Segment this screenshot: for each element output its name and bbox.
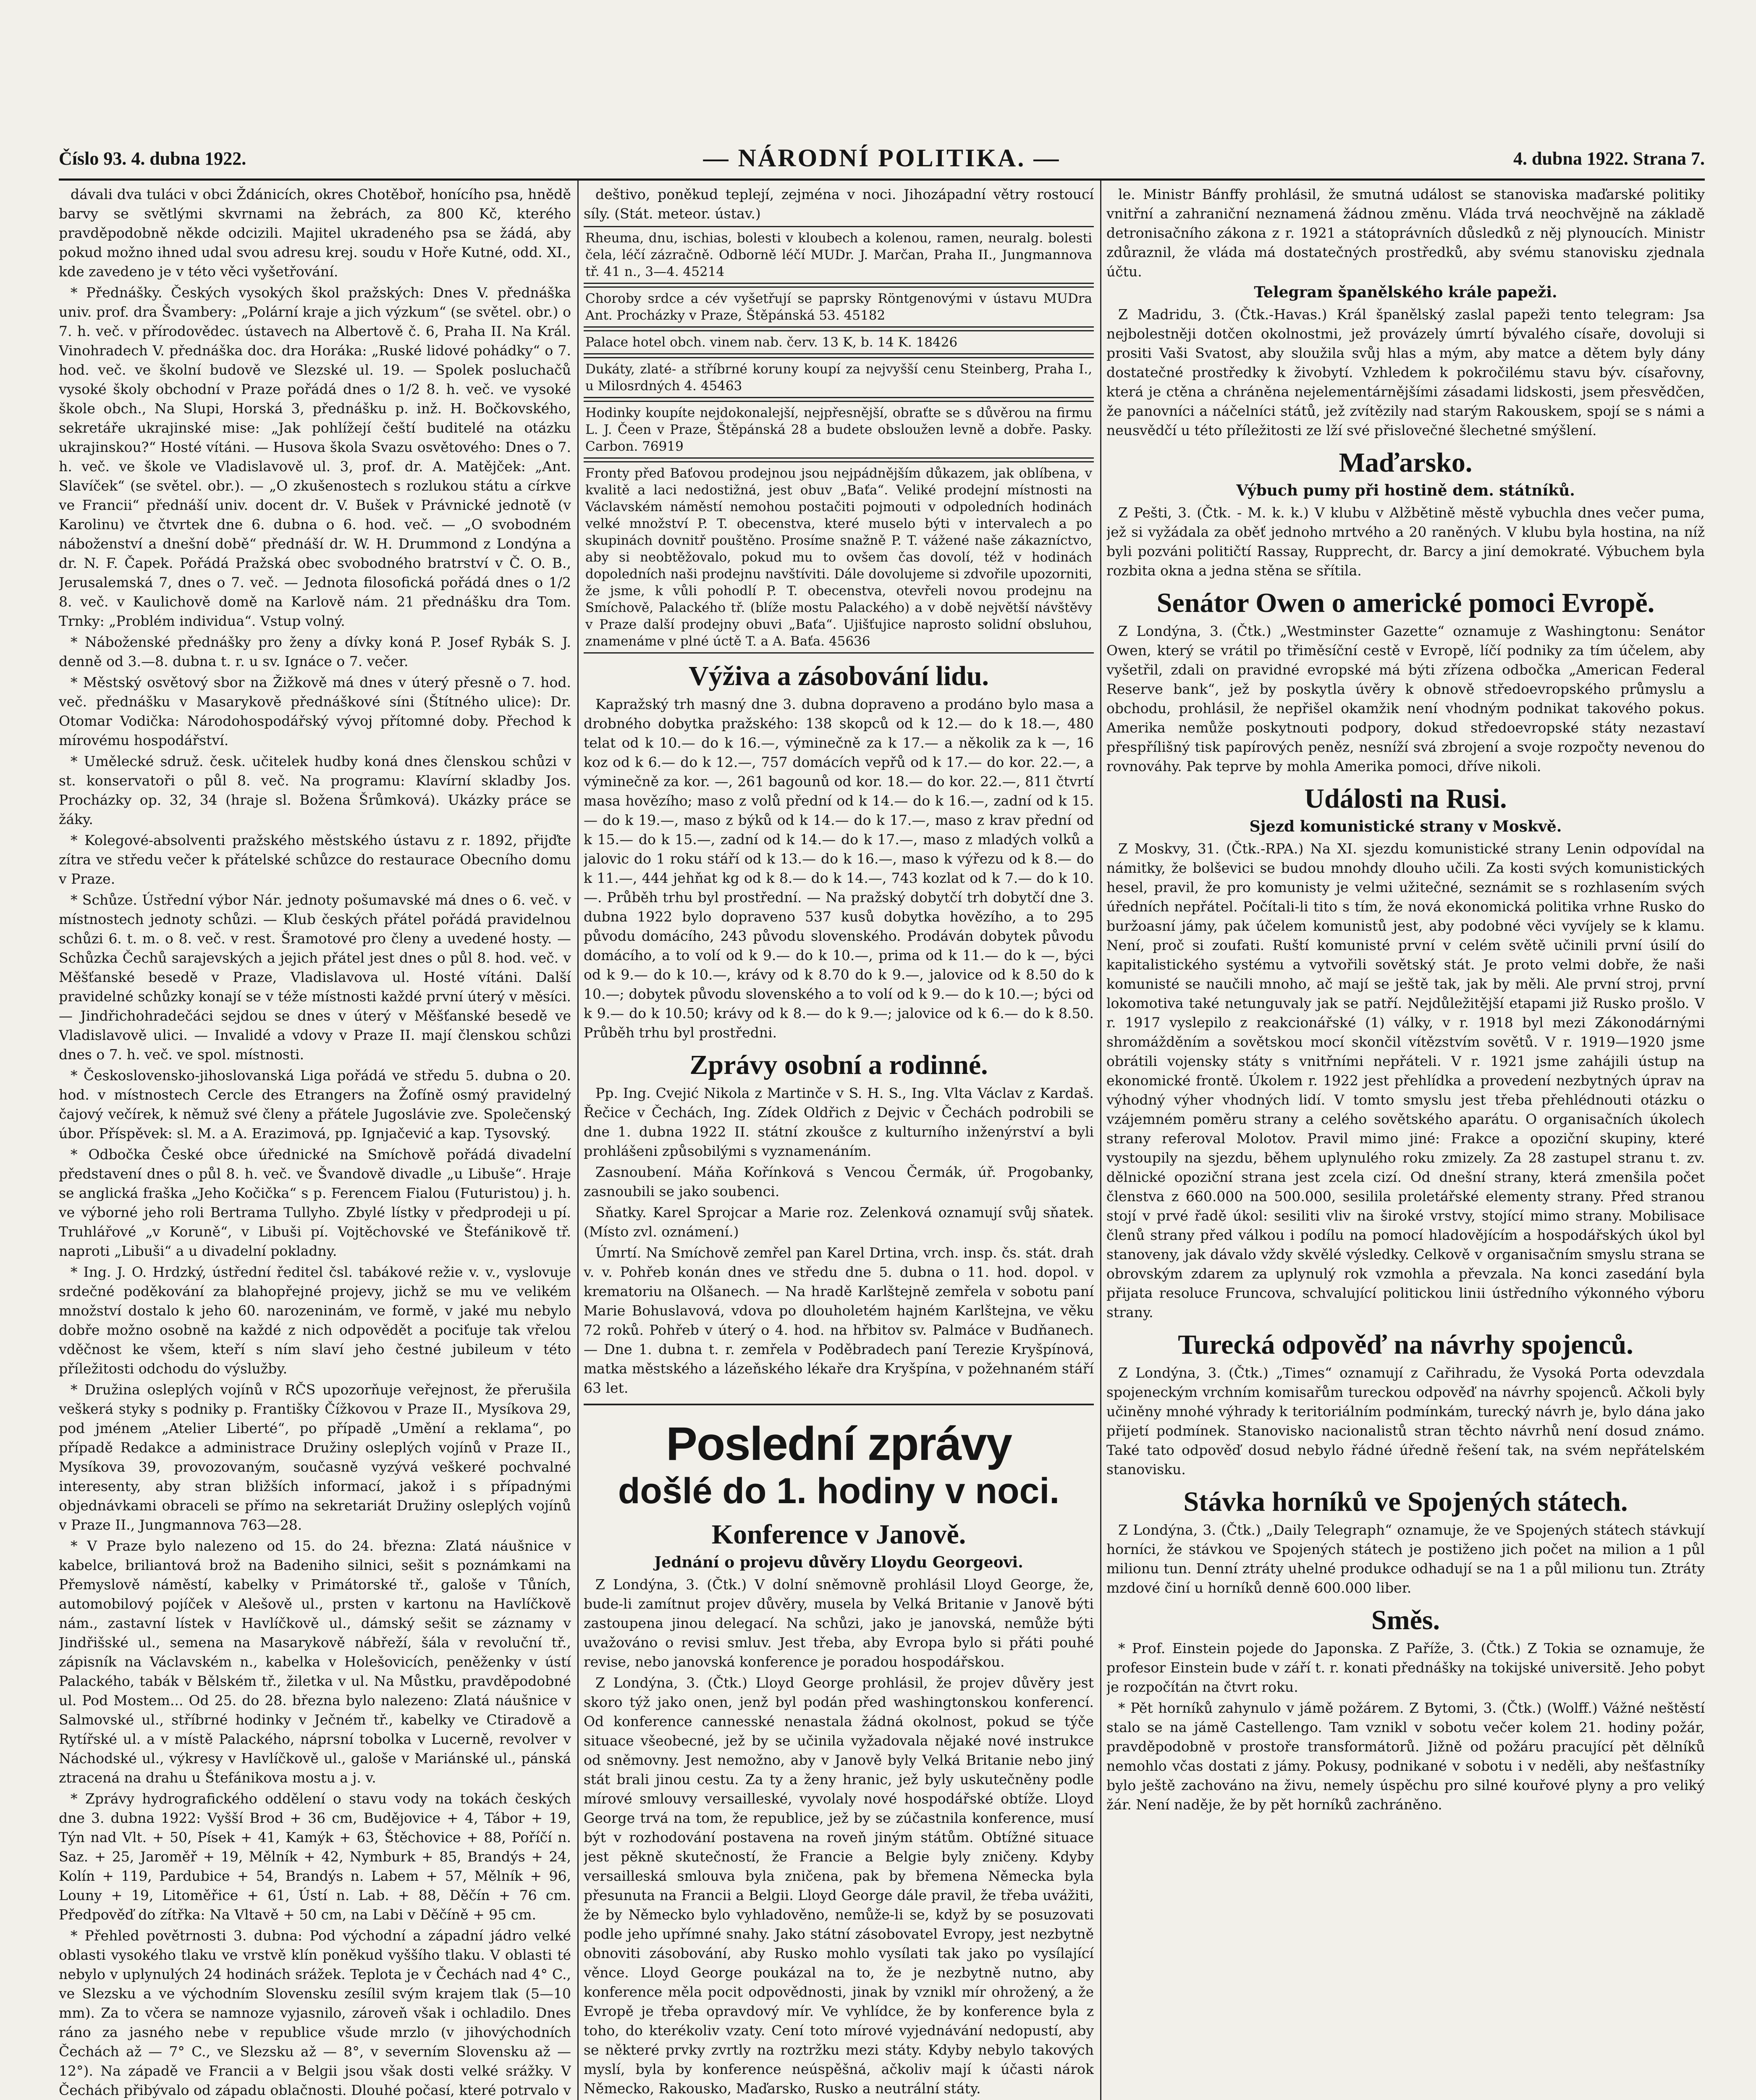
article-text: * Družina osleplých vojínů v RČS upozorňuje veřejnost, že přerušila veškerá styky s podniky p. Františky Čížkovou v Praze II., Mysíkova 29, pod jménem „Atelier Liberté“, po případě „Umění a reklama“, po případě Redakce a administrace Družiny osleplých vojínů v Praze II., Mysíkova 39, provozovaným, současně vyzývá veškeré pochvalné interesenty, aby stran bližších informací, jakož i s případnými objednávkami obraceli se přímo na sekretariát Družiny osleplých vojínů v Praze II., Jungmannova 763—28. <box>59 1381 571 1533</box>
article-text: Z Londýna, 3. (Čtk.) „Westminster Gazette“ oznamuje z Washingtonu: Senátor Owen, který se vrátil po třiměsíční cestě v Evropě, líčí podniky za tím účelem, aby vyšetřil, zdali on pravidné evropské má býti zřízena odbočka „American Federal Reserve bank“, jež by poskytla úvěry k obnově středoevropského průmyslu a obchodu, prohlásil, že nepřišel okamžik není vhodným podnikat takového pokus. Amerika nemůže poskytnouti podpory, dokud středoevropské státy nezastaví přespřílišný tisk papírových peněz, nesníží svá zbrojení a svoje rozpočty nevenou do rovnováhy. Pak teprve by mohla Amerika pomoci, dříve nikoli. <box>1106 623 1705 774</box>
subheading: Telegram španělského krále papeži. <box>1254 284 1557 301</box>
column-divider-1 <box>577 181 579 2100</box>
subheading: Sjezd komunistické strany v Moskvě. <box>1249 818 1562 835</box>
advertisement: Choroby srdce a cév vyšetřují se paprsky Röntgenovými v ústavu MUDra Ant. Procházky v Praze, Štěpánská 53. 45182 <box>584 286 1094 328</box>
article-text: Z Londýna, 3. (Čtk.) „Times“ oznamují z Cařihradu, že Vysoká Porta odevzdala spojeneckým vrchním komisařům tureckou odpověď na návrhy spojenců. Ačkoli byly učiněny mnohé výhrady k teritoriálním podmínkám, turecký návrh je, bylo dána jako přijetí podmínek. Stanovisko nacionalistů stran těchto návrhů není dosud známo. Také tato odpověď dosud nebylo řádné úředně řešení tak, na svém nepřátelském stanovisku. <box>1106 1365 1705 1478</box>
section-heading: Zprávy osobní a rodinné. <box>689 1050 988 1080</box>
article-text: * Československo-jihoslovanská Liga pořádá ve středu 5. dubna o 20. hod. v místnostech Cercle des Etrangers na Žofíně osmý pravidelný čajový večírek, k němuž své členy a přátele Jugoslávie zve. Společenský úbor. Příspěvek: sl. M. a A. Erazimová, pp. Ignjačević a kap. Tysovský. <box>59 1067 571 1142</box>
divider <box>584 1404 1094 1405</box>
column-1 <box>59 185 571 2100</box>
advertisement: Rheuma, dnu, ischias, bolesti v kloubech a kolenou, ramen, neuralg. bolesti čela, léčí zázračně. Odborně léčí MUDr. J. Marčan, Praha II., Jungmannova tř. 41 n., 3—4. 45214 <box>584 226 1094 284</box>
subheading: Jednání o projevu důvěry Lloydu Georgeovi. <box>654 1554 1023 1571</box>
section-heading: Události na Rusi. <box>1304 783 1507 814</box>
subheading: Výbuch pumy při hostině dem. státníků. <box>1236 482 1575 499</box>
article-text: Z Londýna, 3. (Čtk.) „Daily Telegraph“ oznamuje, že ve Spojených státech stávkují horníci, že stávkou ve Spojených státech je postiženo jich počet na milion a 1 půl milionu tun. Denní ztráty uhelné produkce odhadují se na 1 a půl milionu tun. Ztráty mzdové činí u horníků denně 600.000 liber. <box>1106 1522 1705 1596</box>
column-3 <box>1106 185 1705 2100</box>
article-text: Z Pešti, 3. (Čtk. - M. k. k.) V klubu v Alžbětině městě vybuchla dnes večer puma, jež si vyžádala za oběť jednoho mrtvého a 20 raněných. V klubu byla hostina, na níž byli pozváni političtí Rassay, Rupprecht, dr. Barcy a jiní demokraté. Výbuchem byla rozbita okna a jedna stěna se sřítila. <box>1106 504 1705 579</box>
section-heading: Směs. <box>1371 1605 1440 1635</box>
article-text: * Umělecké sdruž. česk. učitelek hudby koná dnes členskou schůzi v st. konservatoři o půl 8. več. Na programu: Klavírní skladby Jos. Procházky op. 32, 34 (hraje sl. Božena Šrůmková). Ukázky práce se žáky. <box>59 753 571 827</box>
article-text: * Přednášky. Českých vysokých škol pražských: Dnes V. přednáška univ. prof. dra Švambery: „Polární kraje a jich výzkum“ (se světel. obr.) o 7. h. več. v přírodovědec. ústavech na Albertově č. 6, Praha II. Na Král. Vinohradech V. přednáška doc. dra Horáka: „Ruské lidové pohádky“ o 7. hod. več. ve školní budově ve Slezské ul. 19. — Spolek posluchačů vysoké školy obchodní v Praze pořádá dnes o 1/2 8. h. več. ve vysoké škole obch., Na Slupi, Horská 3, přednášku p. inž. H. Bočkovského, sekretáře ukrajinské mise: „Jak pohlížejí čeští buditelé na otázku ukrajinskou?“ Hosté vítáni. — Husova škola Svazu osvětového: Dnes o 7. h. več. ve škole ve Vladislavově ul. 3, prof. dr. A. Matějček: „Ant. Slavíček“ (se světel. obr.). — „O zkušenostech s rozlukou státu a církve ve Francii“ přednáší univ. docent dr. V. Bušek v Právnické jednotě (v Karolinu) ve čtvrtek dne 6. dubna o 6. hod. več. — „O svobodném náboženství a dnešní době“ přednáší dr. W. H. Drummond z Londýna a dr. N. F. Čapek. Pořádá Pražská obec svobodného bratrství v Č. O. B., Jerusalemská 7, dnes o 7. več. — Jednota filosofická pořádá dnes o 1/2 8. več. v Kaulichově domě na Karlově nám. 21 přednášku dra Tom. Trnky: „Problém individua“. Vstup volný. <box>59 284 571 629</box>
article-text: dávali dva tuláci v obci Ždánicích, okres Chotěboř, honícího psa, hnědě barvy se světlými skvrnami na žebrách, za 800 Kč, kterého pravděpodobně někde odcizili. Majitel ukradeného psa se žádá, aby pokud možno ihned udal svou adresu krej. soudu v Hoře Kutné, odd. XI., kde zavedeno je v této věci vyšetřování. <box>59 186 571 280</box>
column-2 <box>584 185 1094 2100</box>
header-rule <box>59 178 1705 181</box>
article-text: deštivo, poněkud teplejí, zejména v noci. Jihozápadní větry rostoucí síly. (Stát. meteor. ústav.) <box>584 186 1094 222</box>
section-heading: Výživa a zásobování lidu. <box>688 661 989 691</box>
article-text: Kapražský trh masný dne 3. dubna dopraveno a prodáno bylo masa a drobného dobytka pražského: 138 skopců od k 12.— do k 18.—, 480 telat od k 10.— do k 16.—, výminečně za k 17.— a několik za k —, 16 koz od k 6.— do k 12.—, 757 domácích vepřů od k 17.— do kor. 22.—, a výminečně za kor. —, 261 bagounů od kor. 18.— do kor. 22.—, 811 čtvrtí masa hovězího; maso z volů přední od k 14.— do k 16.—, zadní od k 15.— do k 19.—, maso z býků od k 14.— do k 17.—, maso z krav přední od k 15.— do k 15.—, zadní od k 14.— do k 17.—, maso z mladých volků a jalovic do 1 roku stáří od k 13.— do k 16.—, maso k výřezu od k 8.— do k 11.—, 444 jehňat kg od k 8.— do k 14.—, 743 kozlat od k 7.— do k 10.—. Průběh trhu byl prostřední. — Na pražský dobytčí trh dobytčí dne 3. dubna 1922 bylo dopraveno 537 kusů dobytka hovězího, a to 295 původu domácího, 243 původu slovenského. Prodáván dobytek původu domácího, a to volí od k 9.— do k 10.—, prima od k 11.— do k —, býci od k 9.— do k 10.—, krávy od k 8.70 do k 9.—, jalovice od k 8.50 do k 10.—; dobytek původu slovenského a to volí od k 9.— do k 10.—; býci od k 9.— do k 10.50; krávy od k 8.— do k 9.—; jalovice od k 6.— do k 8.50. Průběh trhu byl prostředni. <box>584 696 1094 1041</box>
article-text: Sňatky. Karel Sprojcar a Marie roz. Zelenková oznamují svůj sňatek. (Místo zvl. oznámení.) <box>584 1204 1094 1240</box>
late-news-subheadline: došlé do 1. hodiny v noci. <box>618 1471 1060 1511</box>
article-text: le. Ministr Bánffy prohlásil, že smutná událost se stanoviska maďarské politiky vnitřní a zahraniční neznamená žádnou změnu. Vláda trvá neochvějně na základě detronisačního zákona z r. 1921 a státoprávních důsledků z něj plynoucích. Ministr zdůraznil, že vláda má dostatečných prostředků, aby svému stanovisku zjednala účtu. <box>1106 186 1705 280</box>
article-text: * Odbočka České obce úřednické na Smíchově pořádá divadelní představení dnes o půl 8. h. več. ve Švandově divadle „u Libuše“. Hraje se anglická fraška „Jeho Kočička“ s p. Ferencem Fialou (Futuristou) j. h. ve výborné jeho roli Bertrama Tullyho. Zbylé lístky v předprodeji u pí. Truhlářové „v Koruně“, v Libuši pí. Vojtěchovské ve Štefánikově tř. naproti „Libuši“ a u divadelní pokladny. <box>59 1146 571 1259</box>
article-text: Úmrtí. Na Smíchově zemřel pan Karel Drtina, vrch. insp. čs. stát. drah v. v. Pohřeb konán dnes ve středu dne 5. dubna o 11. hod. dopol. v krematoriu na Olšanech. — Na hradě Karlštejně zemřela v sobotu paní Marie Bohuslavová, vdova po dlouholetém hajném Karlštejna, ve věku 72 roků. Pohřeb v úterý o 4. hod. na hřbitov sv. Palmáce v Budňanech. — Dne 1. dubna t. r. zemřela v Poděbradech paní Terezie Kryšpínová, matka městského a lázeňského lékaře dra Kryšpína, v požehnaném stáří 63 let. <box>584 1244 1094 1396</box>
article-text: * Prof. Einstein pojede do Japonska. Z Paříže, 3. (Čtk.) Z Tokia se oznamuje, že profesor Einstein bude v září t. r. konati přednášky na tokijské universitě. Jeho pobyt je rozpočítán na čtvrt roku. <box>1106 1640 1705 1695</box>
column-divider-2 <box>1100 181 1101 2100</box>
section-heading: Senátor Owen o americké pomoci Evropě. <box>1156 588 1655 618</box>
article-text: * Přehled povětrnosti 3. dubna: Pod východní a západní jádro velké oblasti vysokého tlaku ve vrstvě klín poněkud vyššího tlaku. V oblasti té nebylo v uplynulých 24 hodinách srážek. Teplota je v Čechách nad 4° C., ve Slezsku a ve východním Slovensku zesílil svým krajem tlak (5—10 mm). Za to včera se namnoze vyjasnilo, zároveň však i ochladilo. Dnes ráno za jasného nebe v republice všude mrzlo (v jihovýchodních Čechách až — 7° C., ve Slezsku až — 8°, v severním Slovensku až — 12°). Na západě ve Francii a v Belgii jsou však dosti velké srážky. V Čechách přibývalo od západu oblačnosti. Dlouhé počasí, které potrvalo v <box>59 1927 571 2098</box>
article-text: * Ing. J. O. Hrdzký, ústřední ředitel čsl. tabákové režie v. v., vyslovuje srdečné poděkování za blahopřejné projevy, jichž se mu ve velikém množství dostalo k jeho 60. narozeninám, ve formě, v jaké mu nebylo dobře možno osobně na každé z nich odpovědět a pociťuje tak vřelou vděčnost ke všem, kteří s ním slaví jeho čestné jubileum v této příležitosti odchodu do výslužby. <box>59 1264 571 1377</box>
advertisement: Dukáty, zlaté- a stříbrné koruny koupí za nejvyšší cenu Steinberg, Praha I., u Milosrdných 4. 45463 <box>584 357 1094 398</box>
article-text: * Zprávy hydrografického oddělení o stavu vody na tokách českých dne 3. dubna 1922: Vyšší Brod + 36 cm, Budějovice + 4, Tábor + 19, Týn nad Vlt. + 50, Písek + 41, Kamýk + 63, Štěchovice + 88, Poříčí n. Saz. + 25, Jaroměř + 19, Mělník + 42, Nymburk + 85, Brandýs + 24, Kolín + 119, Pardubice + 54, Brandýs n. Labem + 57, Mělník + 96, Louny + 19, Litoměřice + 61, Ústí n. Lab. + 88, Děčín + 76 cm. Předpověď do zítřka: Na Vltavě + 50 cm, na Labi v Děčíně + 95 cm. <box>59 1790 571 1923</box>
section-heading: Turecká odpověď na návrhy spojenců. <box>1178 1329 1633 1360</box>
article-text: Z Londýna, 3. (Čtk.) V dolní sněmovně prohlásil Lloyd George, že, bude-li zamítnut projev důvěry, musela by Velká Britanie v Janově býti zastoupena jinou delegací. Na schůzi, jako je janovská, nemůže býti uvažováno o revisi smluv. Jest třeba, aby Evropa bylo si přáti pouhé revise, nebo janovská konference je poradou hospodářskou. <box>584 1576 1094 1670</box>
article-text: * Pět horníků zahynulo v jámě požárem. Z Bytomi, 3. (Čtk.) (Wolff.) Vážné neštěstí stalo se na jámě Castellengo. Tam vznikl v sobotu večer kolem 21. hodiny požár, pravděpodobně v prostoře transformátorů. Jižně od požáru pracující pět dělníků nemohlo včas dostati z jámy. Pokusy, podnikané v sobotu i v neděli, aby nešťastníky bylo ještě zachováno na živu, nemely úspěchu pro silné kouřové plyny a pro veliký žár. Není naděje, že by pět horníků zachráněno. <box>1106 1700 1705 1813</box>
article-text: Pp. Ing. Cvejić Nikola z Martinče v S. H. S., Ing. Vlta Václav z Kardaš. Řečice v Čechách, Ing. Zídek Oldřich z Dejvic v Čechách podrobili se dne 1. dubna 1922 II. státní zkoušce z kulturního inženýrství a byli prohlášeni způsobilými s vyznamenáním. <box>584 1085 1094 1159</box>
article-text: Z Moskvy, 31. (Čtk.-RPA.) Na XI. sjezdu komunistické strany Lenin odpovídal na námitky, že bolševici se budou mnohdy dlouho učili. Za kosti svých komunistických hesel, pravil, že pro komunisty je velmi užitečné, seznámit se s rozhlasením svých úředních nepřátel. Počítali-li tito s tím, že nová ekonomická politika vrhne Rusko do buržoasní jámy, pak účelem komunistů jest, aby podobné věci vyvíjely se k klamu. Není, proč si zoufati. Ruští komunisté první v celém světě učinili první úsilí do kapitalistického systému a vytvořili sovětský stát. Je proto velmi dobře, že naši komunisté se naučili mnoho, ač mají se ještě tak, jak by měli. Ale první stroj, první lokomotiva také netunguvaly jak se patří. Nejdůležitější etapami již Rusko prošlo. V r. 1917 vyslepilo z reakcionářské (1) války, v r. 1918 byl mezi Zákonodárnými shromážděním a sovětskou mocí skončil vítězstvím sovětů. V r. 1919—1920 jsme obrátili vojensky státy s vnitřními nepřáteli. V r. 1921 jsme zahájili ústup na ekonomické frontě. Úkolem r. 1922 jest přehlídka a provedení nezbytných úprav na výhodný výher vhodných lidí. V tomto smyslu jest třeba přehlédnouti otázku o vzájemném poměru strany a celého sovětského aparátu. O organisačních úkolech strany referoval Molotov. Pravil mimo jiné: Frakce a opoziční skupiny, které vystoupily na sjezdu, během uplynulého roku zmizely. Za 28 zastupel stranu t. zv. dělnické opoziční strana jest zcela cizí. Od dnešní strany, která zmenšila počet členstva z 660.000 na 500.000, sesilila proletářské elementy strany. Před stranou stojí v prvé řadě úkol: sesiliti vliv na široké vrstvy, stojící mimo strany. Mobilisace členů strany před válkou i podílu na pomocí hladovějícím a hospodářských úkol byl stanoveny, jak dávalo vždy skvělé výsledky. Celkově v organisačním smyslu strana se obrovským zdarem za uplynulý rok vzmohla a převzala. Na konci zasedání byla přijata resoluce Fruncova, schvalující politickou linii ústředního výkonného výboru strany. <box>1106 840 1705 1320</box>
late-news-headline: Poslední zprávy <box>666 1418 1012 1470</box>
article-text: Zasnoubení. Máňa Kořínková s Vencou Čermák, úř. Progobanky, zasnoubili se jako soubenci. <box>584 1164 1094 1200</box>
article-text: * Kolegové-absolventi pražského městského ústavu z r. 1892, přijďte zítra ve středu večer k přátelské schůzce do restaurace Obecního domu v Praze. <box>59 832 571 887</box>
advertisement: Fronty před Baťovou prodejnou jsou nejpádnějším důkazem, jak oblíbena, v kvalitě a laci nedostižná, jest obuv „Baťa“. Veliké prodejní místnosti na Václavském náměstí nemohou postačiti pojmouti v odpoledních hodinách velké množství P. T. obecenstva, které muselo býti v intervalech a po skupinách dovnitř pouštěno. Prosíme snažně P. T. vážené naše zákazníctvo, aby si neobtěžovalo, pokud mu to ovšem čas dovolí, též v hodinách dopoledních naši prodejnu navštíviti. Dále dovolujeme si zdvořile upozorniti, že jsme, k vůli pohodlí P. T. obecenstva, otevřeli novou prodejnu na Smíchově, Palackého tř. (blíže mostu Palackého) a v době největší návštěvy v Praze další prodejny obuvi „Baťa“. Ujišťujice naprosto solidní obsluhou, znamenáme v plné úctě T. a A. Baťa. 45636 <box>584 461 1094 654</box>
article-text: * V Praze bylo nalezeno od 15. do 24. března: Zlatá náušnice v kabelce, briliantová brož na Badeniho silnici, sešit s poznámkami na Přemyslově náměstí, kabelky v Primátorské tř., galoše v Tůních, automobilový pojíček v Alešově ul., prsten v kartonu na Havlíčkově nám., zastavní lístek v Havlíčkově ul., dámský sešit se záznamy v Jindřišské ul., semena na Masarykově nábřeží, šála v revoluční tř., zápisník na Václavském n., kabelka v Holešovicích, peněženky v ústí Palackého, tabák v Bělském tř., žiletka v ul. Na Můstku, pravděpodobné ul. Pod Mostem... Od 25. do 28. března bylo nalezeno: Zlatá náušnice v Salmovské ul., stříbrné hodinky v Ječném tř., kabelky ve Ctiradově a Rytířské ul. a v místě Palackého, náprsní tobolka v Lucerně, revolver v Náchodské ul., výkresy v Havlíčkově ul., galoše v Mariánské ul., pánská ztracená na drahu u Štefánikova mostu a j. v. <box>59 1538 571 1786</box>
advertisement: Palace hotel obch. vinem nab. červ. 13 K, b. 14 K. 18426 <box>584 330 1094 354</box>
masthead-title: — NÁRODNÍ POLITIKA. — <box>703 144 1061 172</box>
section-heading: Stávka horníků ve Spojených státech. <box>1183 1486 1628 1517</box>
article-text: * Městský osvětový sbor na Žižkově má dnes v úterý přesně o 7. hod. več. přednášku v Masarykově přednáškové síni (Štítného ulice): Dr. Otomar Vodička: Národohospodářský vývoj přítomné doby. Přechod k mírovému hospodářství. <box>59 674 571 748</box>
section-heading: Maďarsko. <box>1339 447 1473 478</box>
issue-number: Číslo 93. 4. dubna 1922. <box>59 148 246 169</box>
page-header <box>59 144 1705 177</box>
section-heading: Konference v Janově. <box>711 1519 966 1550</box>
advertisement: Hodinky koupíte nejdokonalejší, nejpřesnější, obraťte se s důvěrou na firmu L. J. Čeen v Praze, Štěpánská 28 a budete obsloužen levně a dobře. Pasky. Carbon. 76919 <box>584 401 1094 459</box>
article-text: * Schůze. Ústřední výbor Nár. jednoty pošumavské má dnes o 6. več. v místnostech jednoty schůzi. — Klub českých přátel pořádá pravidelnou schůzi 6. t. m. o 8. več. v rest. Šramotové pro členy a uvedené hosty. — Schůzka Čechů sarajevských a jejich přátel jest dnes o půl 8. hod. več. v Měšťanské besedě v Praze, Vladislavova ul. Hosté vítáni. Další pravidelné schůzky konají se v téže místnosti každé první úterý v měsíci. — Jindřichohradečáci sejdou se dnes v úterý v Měšťanské besedě ve Vladislavově ulici. — Invalidé a vdovy v Praze II. mají členskou schůzi dnes o 7. h. več. ve spol. místnosti. <box>59 892 571 1063</box>
article-text: Z Londýna, 3. (Čtk.) Lloyd George prohlásil, že projev důvěry jest skoro týž jako onen, jenž byl podán před washingtonskou konferencí. Od konference cannesské nenastala žádná okolnost, pokud se týče situace všeobecné, jež by se učinila vyžadovala nějaké nové instrukce od sněmovny. Jest nemožno, aby v Janově byly Velká Britanie nebo jiný stát brali jinou cestu. Za ty a ženy hranic, jež byly uskutečněny podle mírové smlouvy versailleské, vyvolaly nové hospodářské obtíže. Lloyd George trvá na tom, že republice, jež by se zúčastnila konference, musí být v rozhodování postavena na roveň jiným státům. Obtížné situace jest pěkně skutečností, že Francie a Belgie byly zničeny. Kdyby versailleská smlouva byla zničena, pak by břemena Německa byla přesunuta na Francii a Belgii. Lloyd George dále pravil, že třeba uvážiti, že by Německo bylo vyhladověno, nemůže-li se, když by se posuzovati podle jeho upřímné snahy. Jako státní zásobovatel Evropy, jest nezbytně obnoviti zásobování, aby Rusko mohlo vysílati tak jako po vysílající věnce. Lloyd George poukázal na to, že je nezbytně nutno, aby konference měla pocit odpovědnosti, jinak by vznikl mír ohrožený, a že Evropě je třeba opravdový mír. Ve vyhlídce, že by konference byla z toho, do kterékoliv vzaty. Cení toto mírové vyjednávání nedopustí, aby se některé prvky zvrtly na roztržku mezi státy. Kdyby nebylo takových myslí, byla by konference neúspěšná, ačkoliv mají k účasti nárok Německo, Rakousko, Maďarsko, Rusko a neutrální státy. <box>584 1675 1094 2097</box>
page-number: 4. dubna 1922. Strana 7. <box>1513 148 1705 169</box>
article-text: Z Madridu, 3. (Čtk.-Havas.) Král španělský zaslal papeži tento telegram: Jsa nejbolestněji dotčen okolnostmi, jež provázely úmrtí bývalého císaře, dovoluji si prositi Vaši Svatost, aby sloužila svůj hlas a mým, aby matce a dětem byly dány dostatečné prostředky k živobytí. Vzhledem k pokročilému stavu býv. císařovny, která je ctěna a chráněna nejelementárnějšími zásadami lidskosti, jsem přesvědčen, že panovníci a náčelníci států, jež zvítězily nad starým Rakouskem, spojí se s námi a neusvědčí u této příležitosti ze lží své přislovečné šlechetné smýšlení. <box>1106 306 1705 438</box>
article-text: * Náboženské přednášky pro ženy a dívky koná P. Josef Rybák S. J. denně od 3.—8. dubna t. r. u sv. Ignáce o 7. večer. <box>59 634 571 669</box>
